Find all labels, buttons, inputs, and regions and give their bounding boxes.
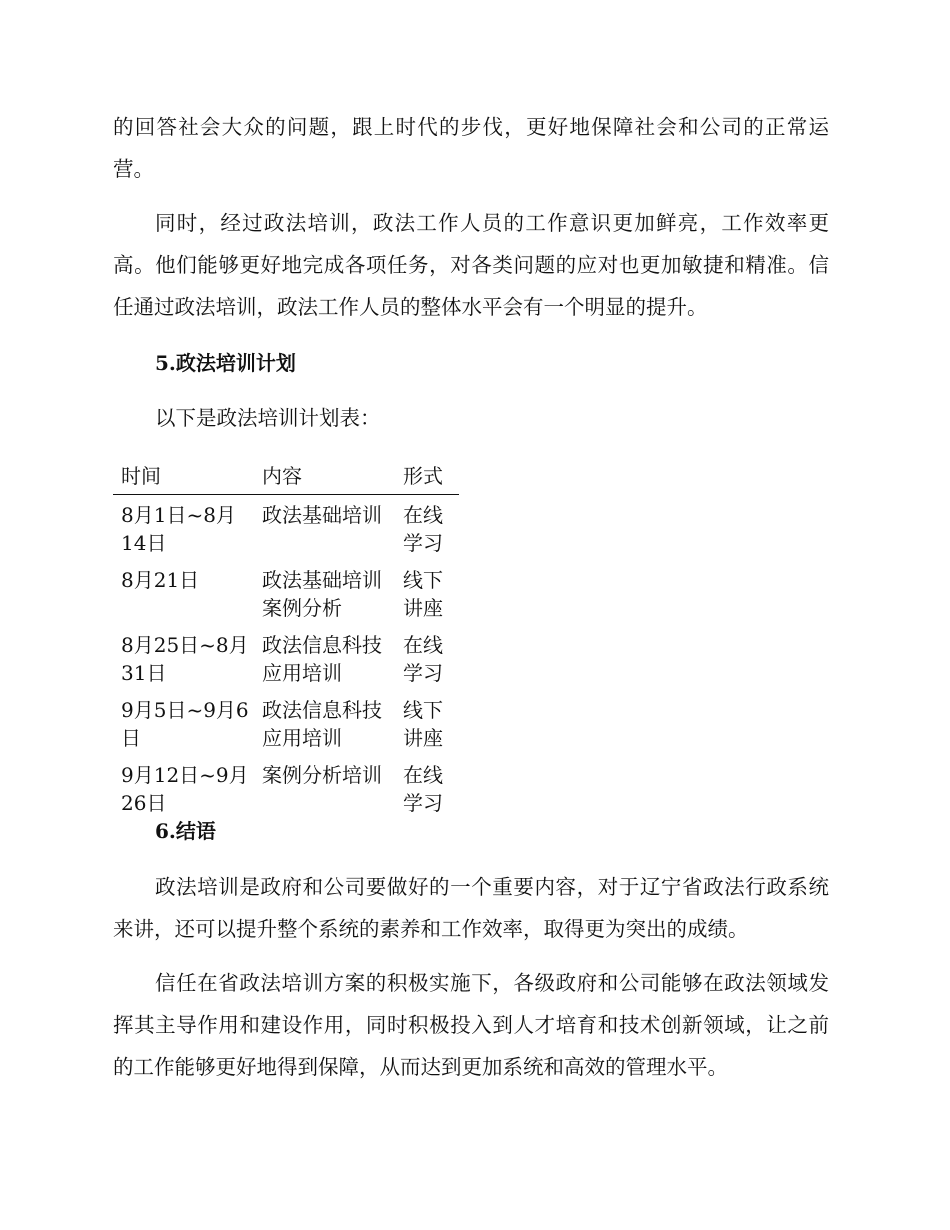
cell-content: 政法基础培训案例分析 <box>262 568 382 620</box>
table-row <box>113 690 459 755</box>
column-header-format: 形式 <box>395 458 459 495</box>
cell-time: 8月1日~8月14日 <box>121 503 236 555</box>
paragraph-conclusion-2: 信任在省政法培训方案的积极实施下，各级政府和公司能够在政法领域发挥其主导作用和建设作用，同时积极投入到人才培育和技术创新领域，让之前的工作能够更好地得到保障，从而达到更加系统和高效的管理水平。 <box>113 971 829 1079</box>
cell-time: 9月5日~9月6日 <box>121 698 249 750</box>
table-header-row <box>113 458 459 495</box>
training-plan-table <box>113 458 459 820</box>
cell-time: 8月21日 <box>121 568 200 592</box>
section-heading-conclusion: 6.结语 <box>155 819 216 843</box>
cell-format: 线下讲座 <box>403 568 443 620</box>
section-heading-training-plan: 5.政法培训计划 <box>155 351 296 375</box>
paragraph-continuation: 的回答社会大众的问题，跟上时代的步伐，更好地保障社会和公司的正常运营。 <box>113 115 829 181</box>
cell-format: 在线学习 <box>403 633 443 685</box>
paragraph-training-effect: 同时，经过政法培训，政法工作人员的工作意识更加鲜亮，工作效率更高。他们能够更好地完成各项任务，对各类问题的应对也更加敏捷和精准。信任通过政法培训，政法工作人员的整体水平会有一个明显的提升。 <box>113 211 829 319</box>
paragraph-conclusion-1: 政法培训是政府和公司要做好的一个重要内容，对于辽宁省政法行政系统来讲，还可以提升整个系统的素养和工作效率，取得更为突出的成绩。 <box>113 875 829 941</box>
cell-format: 在线学习 <box>403 763 443 815</box>
column-header-content: 内容 <box>254 458 395 495</box>
cell-time: 8月25日~8月31日 <box>121 633 249 685</box>
table-row <box>113 495 459 561</box>
cell-format: 在线学习 <box>403 503 443 555</box>
cell-content: 政法基础培训 <box>262 503 382 527</box>
cell-format: 线下讲座 <box>403 698 443 750</box>
cell-time: 9月12日~9月26日 <box>121 763 249 815</box>
table-row <box>113 755 459 820</box>
cell-content: 政法信息科技应用培训 <box>262 698 382 750</box>
column-header-time: 时间 <box>113 458 254 495</box>
table-row <box>113 560 459 625</box>
cell-content: 案例分析培训 <box>262 763 382 787</box>
table-caption: 以下是政法培训计划表： <box>155 406 381 430</box>
table-row <box>113 625 459 690</box>
cell-content: 政法信息科技应用培训 <box>262 633 382 685</box>
